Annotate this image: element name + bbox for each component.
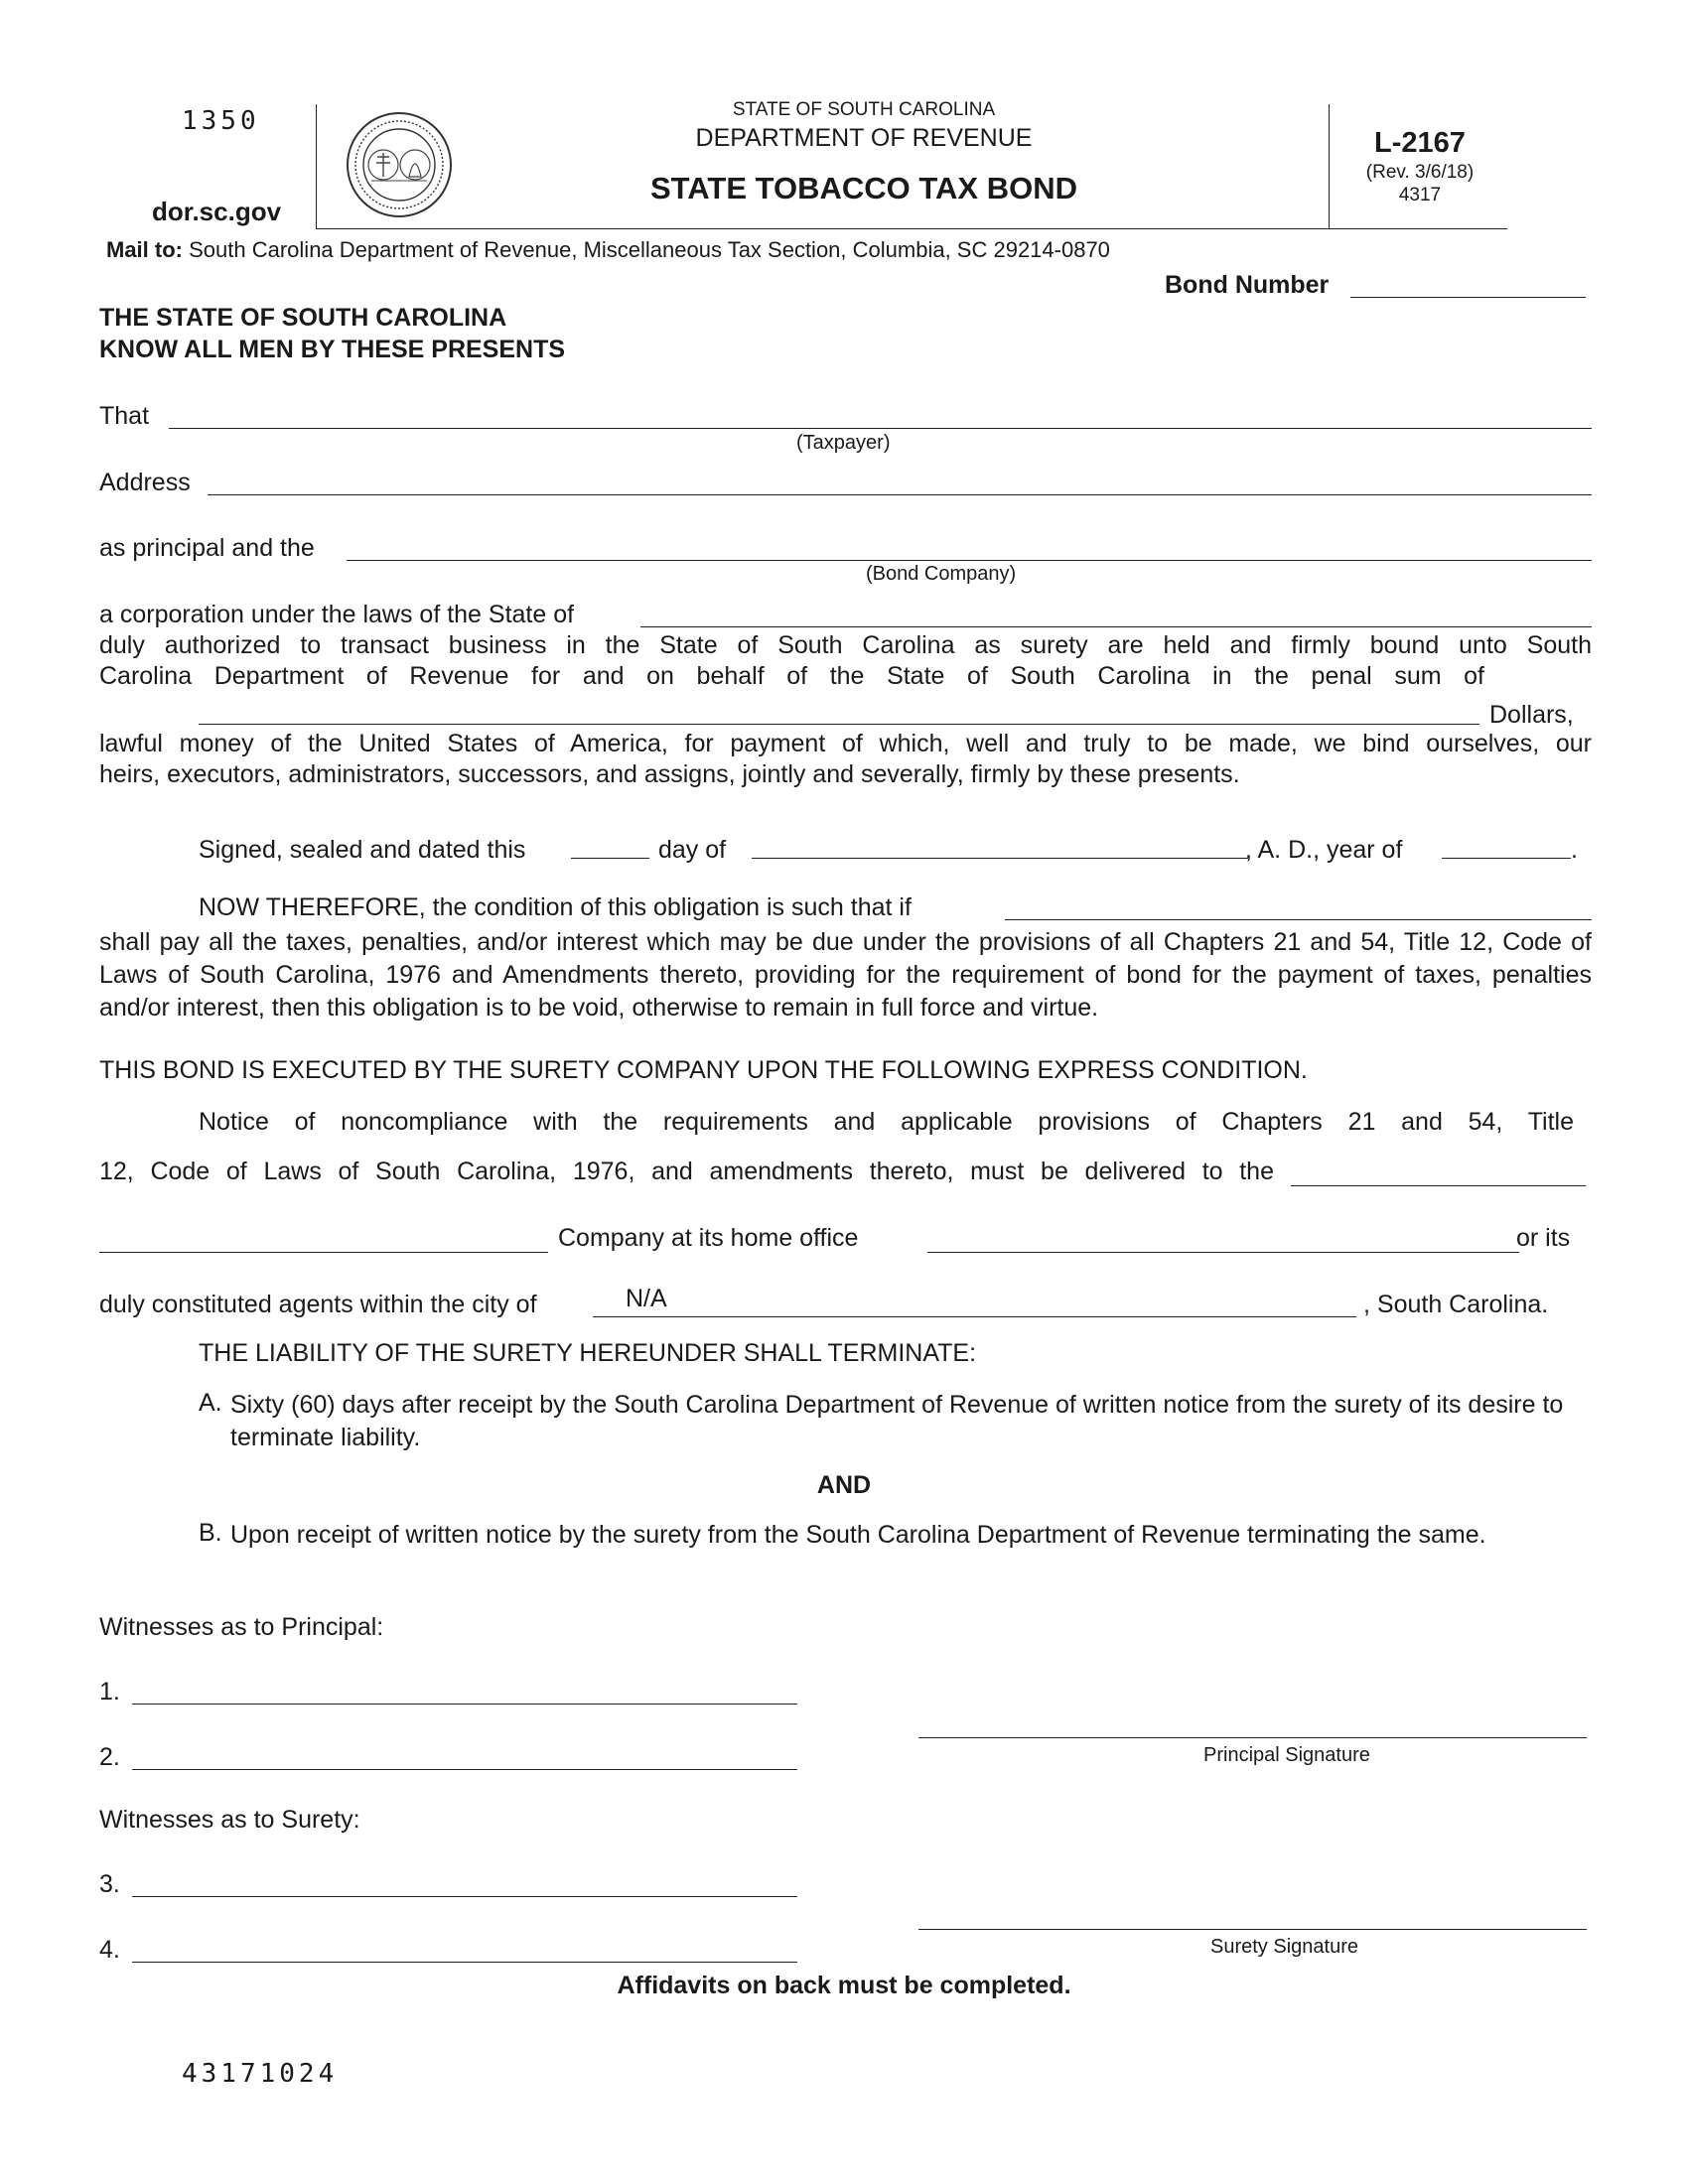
city-value[interactable]: N/A [626, 1285, 667, 1312]
form-number: L-2167 [1374, 127, 1466, 159]
day-of-label: day of [658, 836, 727, 864]
heading-state: THE STATE OF SOUTH CAROLINA [99, 304, 507, 332]
south-carolina-label: , South Carolina. [1363, 1291, 1549, 1318]
witness-surety-heading: Witnesses as to Surety: [99, 1806, 360, 1834]
lawful-money-line-1: lawful money of the United States of America, for payment of which, well and truly to be made, we bind ourselves, our [99, 730, 1592, 757]
header-bottom-rule [316, 228, 1507, 229]
now-therefore-label: NOW THEREFORE, the condition of this obligation is such that if [199, 893, 912, 921]
executed-statement: THIS BOND IS EXECUTED BY THE SURETY COMPANY UPON THE FOLLOWING EXPRESS CONDITION. [99, 1056, 1308, 1084]
taxpayer-input[interactable] [169, 399, 1604, 429]
state-line: STATE OF SOUTH CAROLINA [732, 99, 996, 120]
signed-month-input[interactable] [752, 830, 1260, 860]
condition-party-input[interactable] [1005, 890, 1604, 920]
corporation-state-input[interactable] [640, 598, 1604, 627]
authorized-line-2-text: Carolina Department of Revenue for and on behalf of the State of South Carolina in the penal sum of [99, 662, 1484, 690]
department-name: DEPARTMENT OF REVENUE [695, 124, 1033, 152]
liability-heading: THE LIABILITY OF THE SURETY HEREUNDER SHALL TERMINATE: [199, 1339, 977, 1367]
signed-day-input[interactable] [571, 830, 661, 860]
signed-period: . [1571, 836, 1578, 864]
address-label: Address [99, 469, 191, 496]
witness-2-input[interactable] [132, 1740, 809, 1770]
notice-recipient-input[interactable] [1291, 1157, 1598, 1186]
mail-to-address: South Carolina Department of Revenue, Miscellaneous Tax Section, Columbia, SC 29214-0870 [189, 237, 1110, 262]
pay-taxes-paragraph: shall pay all the taxes, penalties, and/or interest which may be due under the provisions of all Chapters 21 and 54, Title 12, Code of Laws of South Carolina, 1976 and Amendments thereto, providing for the requirement of bond for the payment of taxes, penalties and/or interest, then this obligation is to be void, otherwise to remain in full force and virtue. [99, 928, 1592, 1022]
witness-4-input[interactable] [132, 1933, 809, 1963]
item-b-label: B. [199, 1519, 222, 1547]
bond-number-label: Bond Number [1165, 271, 1330, 299]
signed-year-input[interactable] [1442, 830, 1583, 860]
principal-signature-input[interactable] [918, 1708, 1599, 1738]
notice-line-2-text: 12, Code of Laws of South Carolina, 1976, and amendments thereto, must be delivered to the [99, 1158, 1274, 1185]
form-id: 4317 [1398, 185, 1442, 205]
witness-2-number: 2. [99, 1743, 120, 1771]
item-a-label: A. [199, 1389, 222, 1417]
website-link[interactable]: dor.sc.gov [152, 197, 282, 226]
witness-3-input[interactable] [132, 1867, 809, 1897]
city-field-line [593, 1316, 1356, 1317]
mail-to-label: Mail to: [106, 237, 183, 262]
witness-4-number: 4. [99, 1936, 120, 1964]
or-its-label: or its [1516, 1224, 1571, 1252]
header-divider-right [1329, 104, 1330, 228]
agents-city-label: duly constituted agents within the city of [99, 1291, 537, 1318]
that-label: That [99, 402, 150, 430]
signed-label: Signed, sealed and dated this [199, 836, 526, 864]
header-divider-left [316, 104, 317, 228]
surety-signature-input[interactable] [918, 1900, 1599, 1930]
lawful-money-line-2: heirs, executors, administrators, successors, and assigns, jointly and severally, firmly by these presents. [99, 760, 1240, 788]
authorized-line-2 [99, 662, 1484, 691]
principal-label: as principal and the [99, 534, 315, 562]
and-label: AND [816, 1471, 872, 1499]
form-title: STATE TOBACCO TAX BOND [650, 171, 1077, 205]
witness-1-input[interactable] [132, 1675, 809, 1705]
form-revision: (Rev. 3/6/18) [1365, 162, 1475, 183]
item-b-text: Upon receipt of written notice by the surety from the South Carolina Department of Revenue terminating the same. [230, 1521, 1486, 1549]
item-a-text: Sixty (60) days after receipt by the South Carolina Department of Revenue of written notice from the surety of its desire to terminate liability. [230, 1391, 1564, 1451]
bond-company-caption: (Bond Company) [866, 563, 1017, 585]
authorized-line-1: duly authorized to transact business in the State of South Carolina as surety are held and firmly bound unto South [99, 631, 1592, 659]
surety-signature-caption: Surety Signature [1210, 1936, 1358, 1958]
taxpayer-caption: (Taxpayer) [796, 432, 891, 454]
bond-number-input[interactable] [1350, 268, 1598, 298]
address-input[interactable] [208, 466, 1604, 495]
witness-principal-heading: Witnesses as to Principal: [99, 1613, 384, 1641]
principal-signature-caption: Principal Signature [1203, 1744, 1370, 1766]
company-home-office-label: Company at its home office [558, 1224, 859, 1252]
barcode-number: 43171024 [182, 2059, 339, 2089]
heading-know-all: KNOW ALL MEN BY THESE PRESENTS [99, 336, 566, 363]
affidavits-note: Affidavits on back must be completed. [617, 1972, 1071, 1999]
home-office-input[interactable] [927, 1223, 1531, 1253]
mail-to [106, 237, 1110, 263]
notice-line-1: Notice of noncompliance with the requirements and applicable provisions of Chapters 21 and 54, Title [199, 1108, 1574, 1136]
form-code: 1350 [182, 106, 260, 136]
dollars-label: Dollars, [1489, 701, 1574, 729]
company-name-input[interactable] [99, 1223, 560, 1253]
witness-3-number: 3. [99, 1870, 120, 1898]
corporation-label: a corporation under the laws of the State of [99, 601, 575, 628]
witness-1-number: 1. [99, 1678, 120, 1706]
penal-sum-input[interactable] [199, 695, 1491, 725]
ad-year-label: , A. D., year of [1245, 836, 1403, 864]
bond-company-input[interactable] [347, 531, 1604, 561]
notice-line-2 [99, 1158, 1274, 1186]
